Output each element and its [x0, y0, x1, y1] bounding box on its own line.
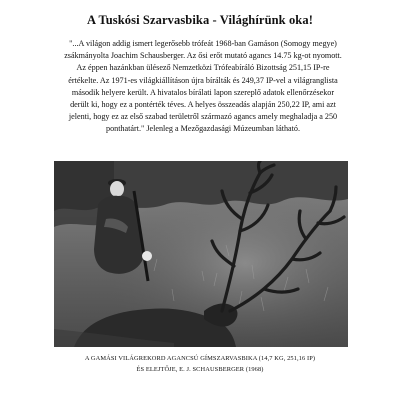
- article-line: második helyere került. A hivatalos bírálati lapon szereplő adatok ellenőrzésekor: [71, 87, 335, 97]
- article-text: [52, 38, 354, 136]
- caption-line: A GAMÁSI VILÁGREKORD AGANCSÚ GÍMSZARVASBIKA (14,7 KG, 251,16 IP): [84, 355, 316, 362]
- page-title: A Tuskósi Szarvasbika - Világhírünk oka!: [87, 13, 313, 27]
- hunter-with-stag-photo: [54, 161, 348, 347]
- article-line: "...A világon addig ismert legerősebb trófeát 1968-ban Gamáson (Somogy megye): [69, 39, 337, 48]
- caption-line: ÉS ELEJTŐJE, E. J. SCHAUSBERGER (1968): [136, 366, 264, 373]
- article-line: derült ki, hogy ez a pontérték téves. A helyes összeadás alapján 250,22 IP, ami azt: [70, 100, 336, 110]
- photo-caption: [0, 353, 400, 375]
- article-line: zsákmányolta Joachim Schausberger. Az ősi erőt mutató agancs 14.75 kg-ot nyomott.: [64, 51, 342, 61]
- article-line: ponthatárt." Jelenleg a Mezőgazdasági Múzeumban látható.: [106, 124, 300, 134]
- article-line: jelenti, hogy ez az első szabad területről származó agancs amely meghaladja a 250: [68, 112, 338, 122]
- article-line: Az éppen hazánkban ülésező Nemzetközi Trófeabíráló Bizottság 251,15 IP-re: [76, 63, 330, 73]
- article-line: értékelte. Az 1971-es világkiállításon újra bírálták és 249,37 IP-vel a világranglista: [68, 75, 338, 85]
